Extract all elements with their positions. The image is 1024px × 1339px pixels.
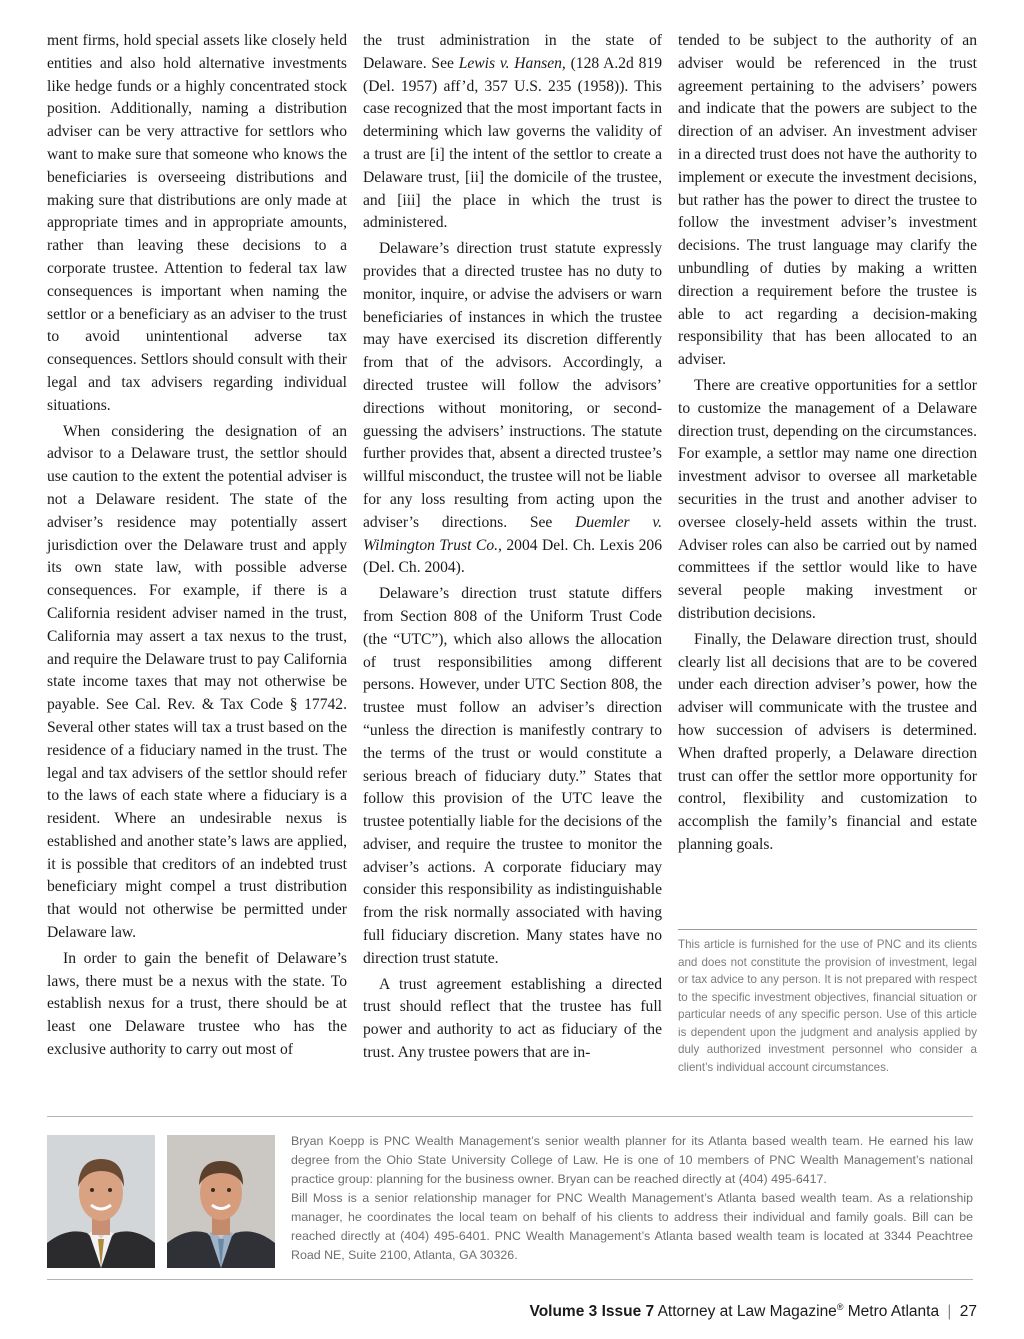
author-photo-bryan-koepp (47, 1135, 155, 1268)
article-column-1 (47, 30, 347, 1062)
author-bios (291, 1132, 973, 1265)
text-run: 2004 Del. Ch. Lexis 206 (Del. Ch. 2004). (363, 536, 662, 577)
footer-divider (47, 1279, 973, 1280)
paragraph: tended to be subject to the authority of an adviser would be referenced in the trust agreement pertaining to the advisers’ powers and indicate that the powers are subject to the direction of an adviser. An investment adviser in a directed trust does not have the authority to implement or execute the investment decisions, but rather has the power to direct the trustee to follow the investment adviser’s investment decisions. The trust language may clarify the unbundling of duties by making a written direction a requirement before the trustee is able to act regarding a decision-making responsibility that has been allocated to an adviser. (678, 32, 977, 369)
bio-top-divider (47, 1116, 973, 1117)
disclaimer-divider (678, 929, 977, 930)
text-run: (128 A.2d 819 (Del. 1957) aff’d, 357 U.S. 235 (1958)). This case recognized that the most important facts in determining which law governs the validity of a trust are [i] the intent of the settlor to create a Delaware trust, [ii] the domicile of the trustee, and [iii] the place in which the trust is administered. (363, 54, 662, 232)
case-citation: Duemler v. Wilmington Trust Co., (363, 513, 662, 554)
paragraph: ment firms, hold special assets like closely held entities and also hold alternative investments like hedge funds or a highly concentrated stock position. Additionally, naming a distribution adviser can be very attractive for settlors who want to make sure that someone who knows the beneficiaries is overseeing distributions and making sure that distributions are only made at appropriate times and in appropriate amounts, rather than leaving these decisions to a corporate trustee. Attention to federal tax law consequences is important when naming the settlor or a beneficiary as an adviser to the trust to avoid unintentional adverse tax consequences. Settlors should consult with their legal and tax advisers regarding individual situations. (47, 32, 347, 414)
page-footer (530, 1302, 978, 1321)
author-photo-bill-moss (167, 1135, 275, 1268)
case-citation: Lewis v. Hansen, (458, 54, 566, 72)
region-label: Metro Atlanta (847, 1303, 940, 1321)
bio-bill-moss: Bill Moss is a senior relationship manager for PNC Wealth Management’s Atlanta based wealth team. As a relationship manager, he coordinates the local team on behalf of his clients to address their individual and family goals. Bill can be reached directly at (404) 495-6401. PNC Wealth Management’s Atlanta based wealth team is located at 3344 Peachtree Road NE, Suite 2100, Atlanta, GA 30326. (291, 1191, 973, 1262)
bio-bryan-koepp: Bryan Koepp is PNC Wealth Management’s senior wealth planner for its Atlanta based wealth team. He earned his law degree from the Ohio State University College of Law. He is one of 10 members of PNC Wealth Management’s national practice group: planning for the business owner. Bryan can be reached directly at (404) 495-6417. (291, 1134, 973, 1186)
paragraph: There are creative opportunities for a settlor to customize the management of a Delaware direction trust, depending on the circumstances. For example, a settlor may name one direction investment advisor to oversee all marketable securities in the trust and another adviser to oversee closely-held assets within the trust. Adviser roles can also be carried out by named committees if the settlor would like to have several people making investment or distribution decisions. (678, 376, 977, 622)
paragraph (363, 30, 662, 235)
footer-separator: | (947, 1303, 952, 1321)
page-number: 27 (959, 1303, 977, 1321)
issue-label: Volume 3 Issue 7 (529, 1303, 655, 1321)
text-run: the trust administration in the state of Delaware. See (363, 32, 662, 72)
paragraph: In order to gain the benefit of Delaware’s laws, there must be a nexus with the state. To establish nexus for a trust, there should be at least one Delaware trustee who has the exclusive authority to carry out most of (47, 949, 347, 1059)
paragraph (363, 238, 662, 580)
paragraph: Finally, the Delaware direction trust, should clearly list all decisions that are to be covered under each direction adviser’s power, how the adviser will communicate with the trustee and how succession of advisers is determined. When drafted properly, a Delaware direction trust can offer the settlor more opportunity for control, flexibility and customization to accomplish the family’s financial and estate planning goals. (678, 630, 977, 853)
article-column-3 (678, 30, 977, 857)
article-column-2 (363, 30, 662, 1065)
magazine-name: Attorney at Law Magazine (657, 1303, 837, 1321)
paragraph: A trust agreement establishing a directed trust should reflect that the trustee has full power and authority to act as fiduciary of the trust. Any trustee powers that are in- (363, 975, 662, 1062)
paragraph: When considering the designation of an advisor to a Delaware trust, the settlor should use caution to the extent the potential adviser is not a Delaware resident. The state of the adviser’s residence may potentially assert jurisdiction over the Delaware trust and apply its own state law, with possible adverse consequences. For example, if there is a California resident adviser named in the trust, California may assert a tax nexus to the trust, and require the Delaware trust to pay California state income taxes that may not otherwise be payable. See Cal. Rev. & Tax Code § 17742. Several other states will tax a trust based on the residence of a fiduciary named in the trust. The legal and tax advisers of the settlor should refer to the laws of each state where a fiduciary is a resident. Where an undesirable nexus is established and another state’s laws are applied, it is possible that creditors of an indebted trust beneficiary might compel a trust distribution that would not otherwise be permitted under Delaware law. (47, 422, 347, 942)
disclaimer: This article is furnished for the use of PNC and its clients and does not constitute the provision of investment, legal or tax advice to any person. It is not prepared with respect to the specific investment objectives, financial situation or particular needs of any specific person. Use of this article is dependent upon the judgment and analysis applied by duly authorized investment personnel who consider a client’s individual account circumstances. (678, 938, 977, 1074)
text-run: Delaware’s direction trust statute expressly provides that a directed trustee has no duty to monitor, inquire, or advise the advisers or warn beneficiaries of instances in which the trustee may have exercised its discretion differently from that of the advisors. Accordingly, a directed trustee will follow the advisors’ directions without monitoring, or second-guessing the advisers’ instructions. The statute further provides that, absent a directed trustee’s willful misconduct, the trustee will not be liable for any loss resulting from acting upon the adviser’s directions. See (363, 240, 662, 531)
paragraph: Delaware’s direction trust statute differs from Section 808 of the Uniform Trust Code (the “UTC”), which also allows the allocation of trust responsibilities among different persons. However, under UTC Section 808, the trustee must follow an adviser’s direction “unless the direction is manifestly contrary to the terms of the trust or would constitute a serious breach of fiduciary duty.” States that follow this provision of the UTC leave the trustee potentially liable for the decisions of the adviser, and require the trustee to monitor the adviser’s actions. A corporate fiduciary may consider this responsibility as indistinguishable from the risk normally associated with having full fiduciary discretion. Many states have no direction trust statute. (363, 585, 662, 967)
registered-mark: ® (836, 1302, 844, 1312)
